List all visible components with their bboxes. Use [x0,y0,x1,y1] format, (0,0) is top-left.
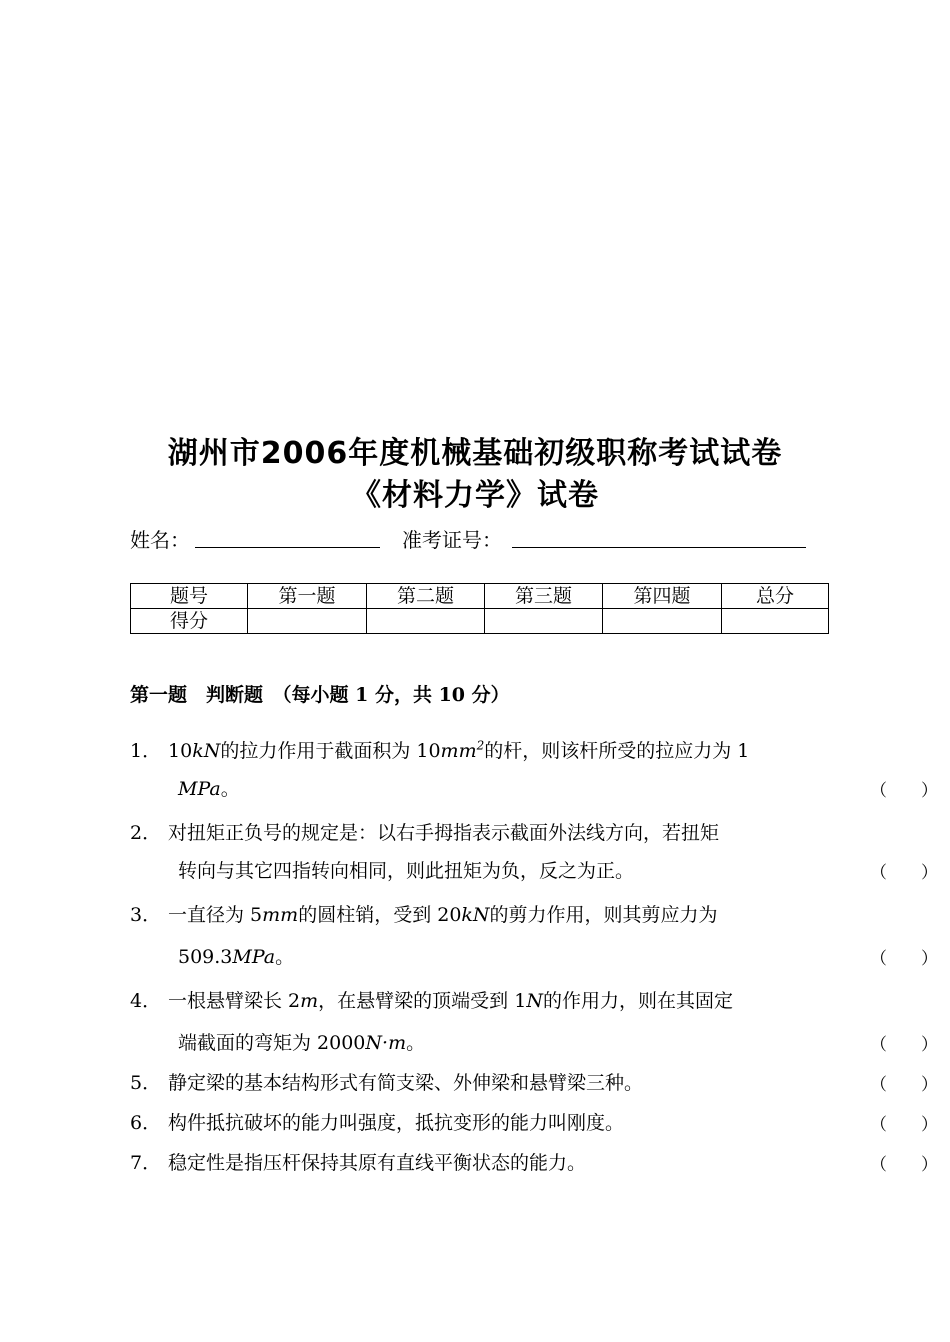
exam-subtitle: 《材料力学》试卷 [351,478,599,513]
exam-title: 湖州市2006年度机械基础初级职称考试试卷 [167,436,783,471]
question-number: 1． [130,740,162,762]
header-cell: 第二题 [367,584,485,609]
header-cell: 总分 [722,584,829,609]
header-cell: 第一题 [248,584,367,609]
question-text: MPa。 [178,778,240,800]
score-cell[interactable] [248,609,367,634]
score-cell[interactable] [367,609,485,634]
question-number: 7． [130,1152,162,1174]
answer-paren[interactable]: （ ） [870,863,938,883]
question-text: 静定梁的基本结构形式有简支梁、外伸梁和悬臂梁三种。 [168,1072,644,1094]
answer-paren[interactable]: （ ） [870,781,938,801]
score-table-score-row [131,609,829,634]
exam-no-label: 准考证号： [402,528,502,552]
exam-no-field[interactable] [512,547,806,548]
question-number: 5． [130,1072,162,1094]
answer-paren[interactable]: （ ） [870,949,938,969]
score-cell[interactable] [485,609,603,634]
question-text: 端截面的弯矩为 2000N·m。 [178,1032,426,1054]
question-text: 一根悬臂梁长 2m，在悬臂梁的顶端受到 1N的作用力，则在其固定 [168,990,733,1012]
question-number: 4． [130,990,162,1012]
section-heading: 第一题 判断题 （每小题 1 分，共 10 分） [130,684,510,706]
question-number: 6． [130,1112,162,1134]
question-text: 509.3MPa。 [178,946,295,968]
question-text: 对扭矩正负号的规定是：以右手拇指表示截面外法线方向，若扭矩 [168,822,720,844]
question-text: 稳定性是指压杆保持其原有直线平衡状态的能力。 [168,1152,587,1174]
score-cell[interactable] [722,609,829,634]
answer-paren[interactable]: （ ） [870,1115,938,1135]
question-text: 构件抵抗破坏的能力叫强度，抵抗变形的能力叫刚度。 [168,1112,625,1134]
score-table [130,583,829,634]
header-cell: 题号 [131,584,248,609]
row-label-cell: 得分 [131,609,248,634]
header-cell: 第四题 [603,584,722,609]
answer-paren[interactable]: （ ） [870,1035,938,1055]
name-label: 姓名： [130,528,190,552]
score-cell[interactable] [603,609,722,634]
question-text: 10kN的拉力作用于截面积为 $10mm^2$的杆，则该杆所受的拉应力为 1 [168,738,750,762]
answer-paren[interactable]: （ ） [870,1155,938,1175]
score-table-header-row [131,584,829,609]
answer-paren[interactable]: （ ） [870,1075,938,1095]
question-number: 3． [130,904,162,926]
header-cell: 第三题 [485,584,603,609]
name-field[interactable] [195,547,380,548]
question-text: 转向与其它四指转向相同，则此扭矩为负，反之为正。 [178,860,635,882]
question-number: 2． [130,822,162,844]
question-text: 一直径为 5mm的圆柱销，受到 20kN的剪力作用，则其剪应力为 [168,904,718,926]
